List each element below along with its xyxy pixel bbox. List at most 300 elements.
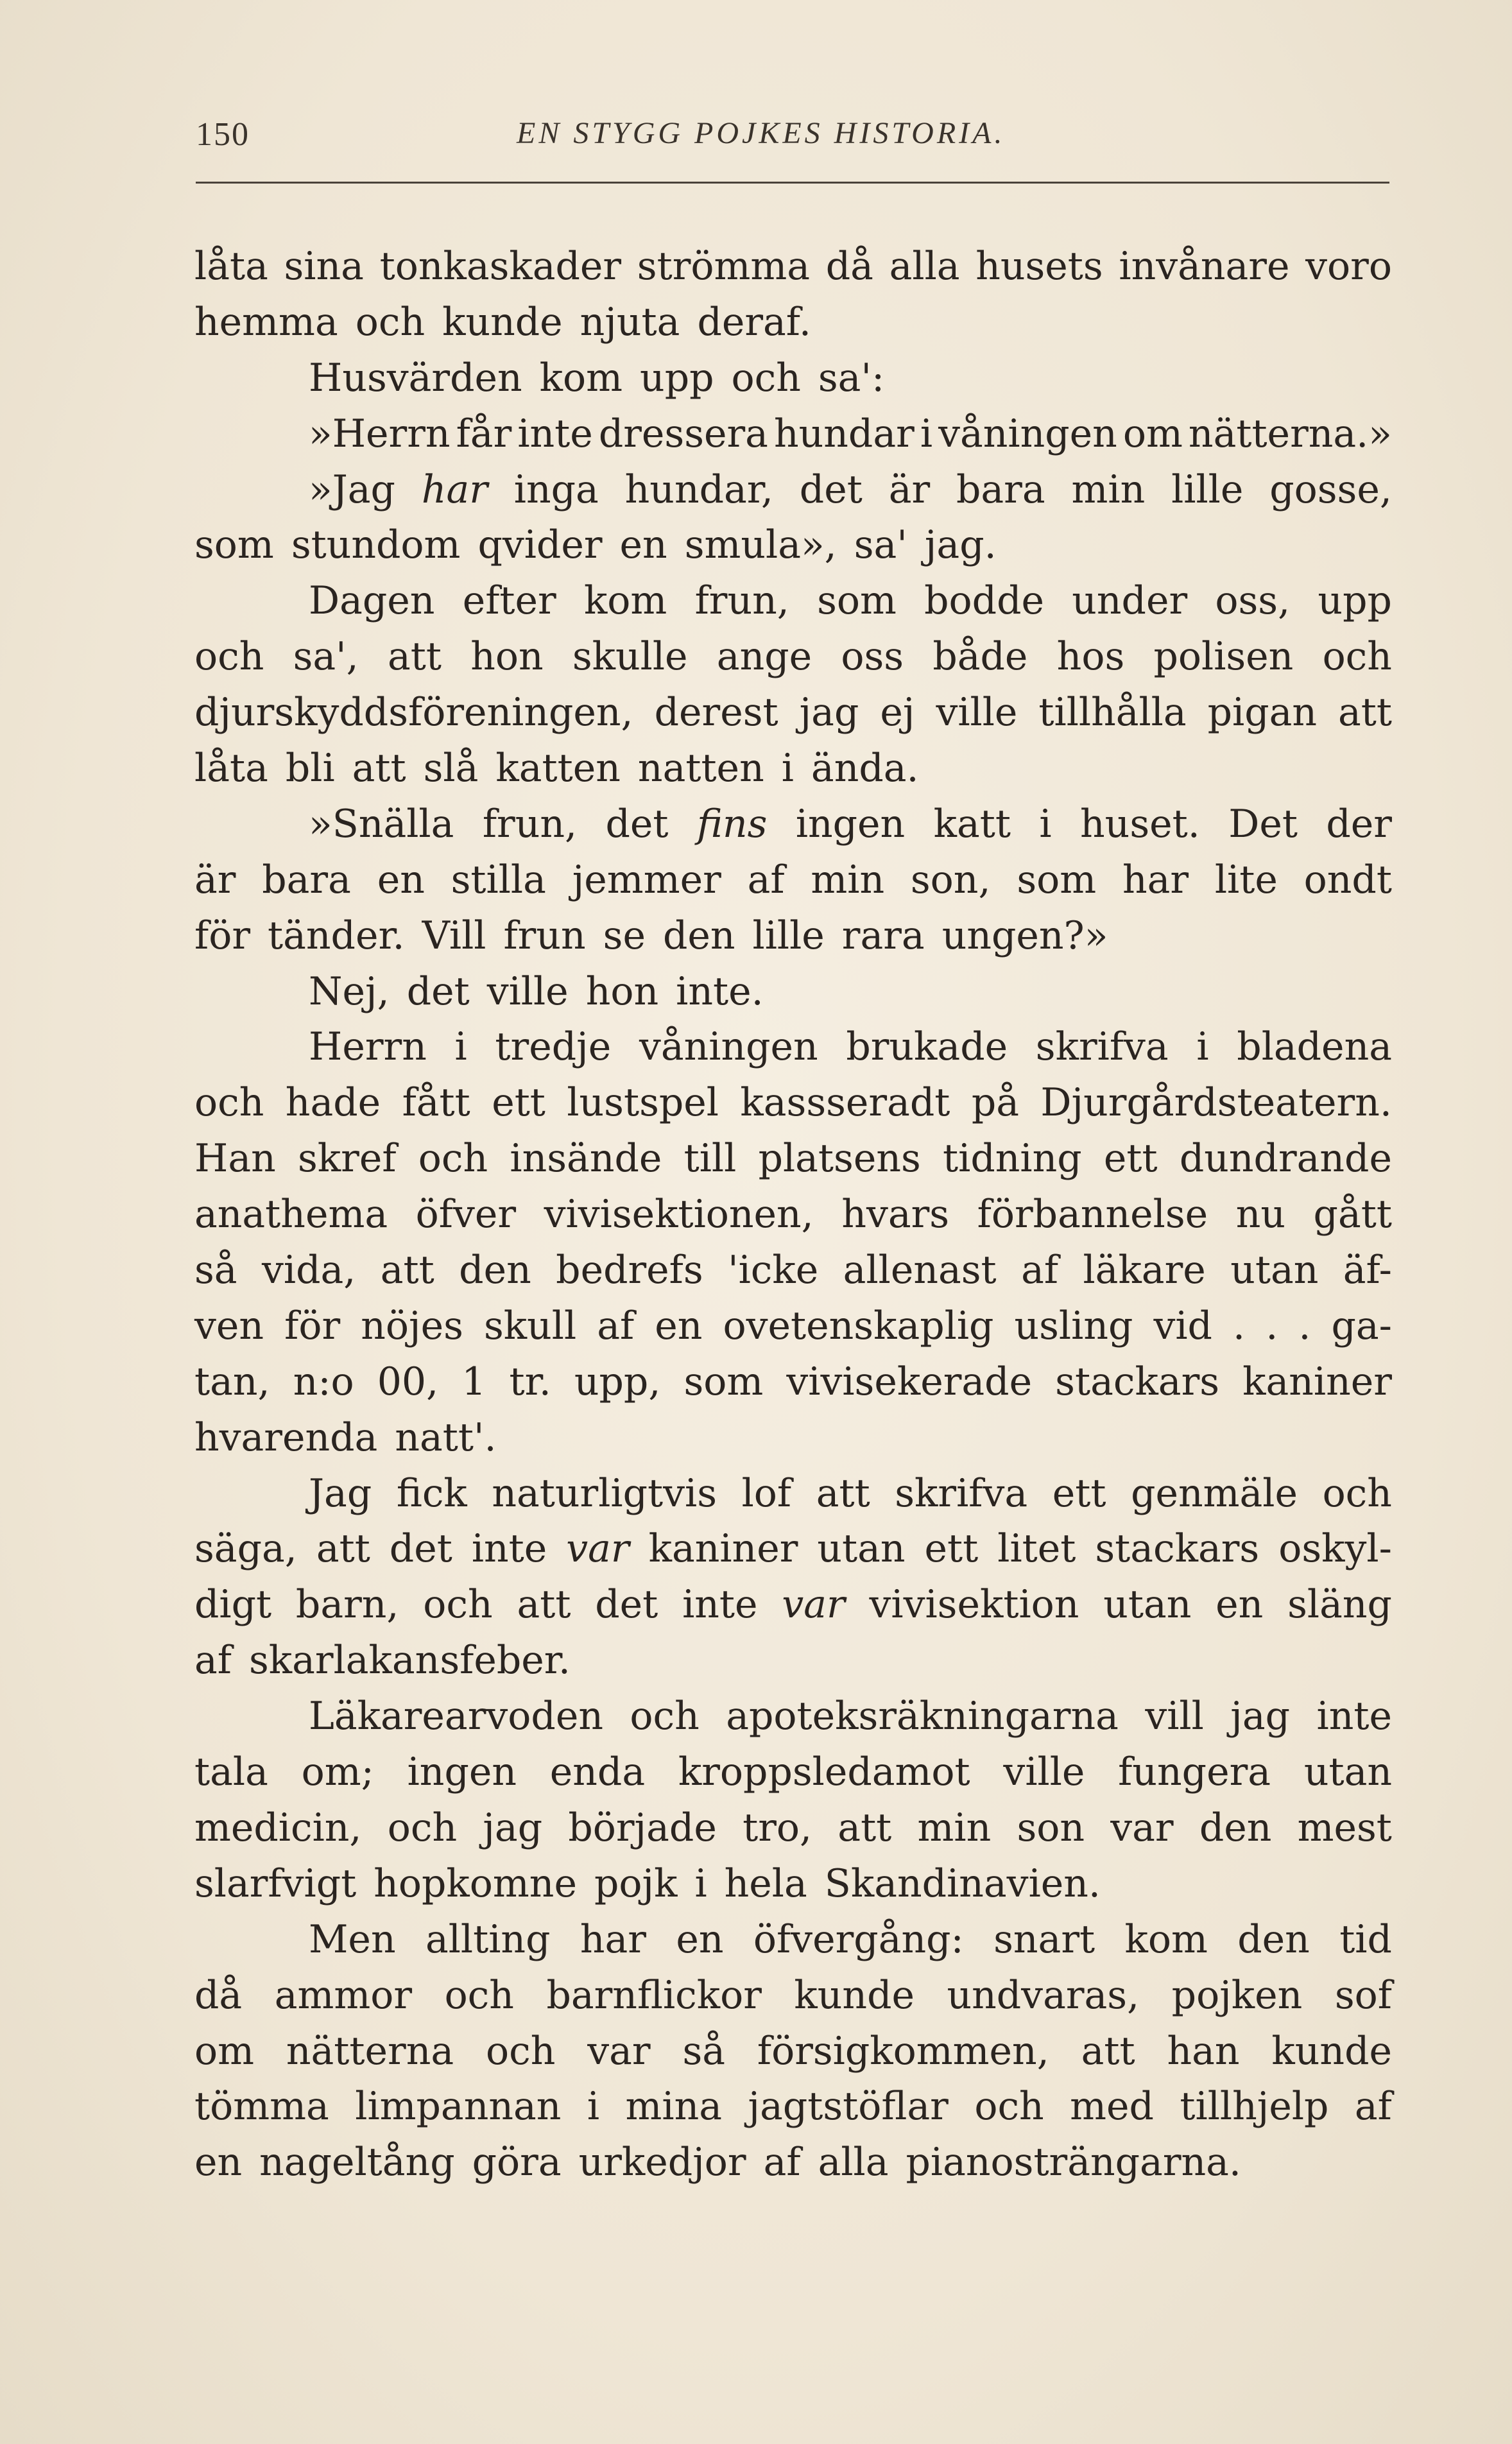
word: inga (513, 467, 599, 512)
word: rara (841, 913, 925, 958)
word: hon (585, 968, 659, 1014)
word: tonkaskader (379, 244, 622, 289)
word: att (1081, 2028, 1135, 2074)
body-text (194, 239, 1392, 2190)
word: ett (924, 1526, 979, 1572)
word: kunde (442, 299, 563, 345)
word: med (1070, 2084, 1154, 2130)
word: att (838, 1805, 892, 1850)
word: den (1199, 1805, 1272, 1850)
page-number: 150 (196, 116, 250, 153)
word: . (1298, 1303, 1311, 1348)
word: »Jag (309, 467, 395, 512)
word: polisen (1153, 634, 1294, 680)
word: och (387, 1805, 458, 1850)
word: om (1122, 411, 1183, 456)
word: det (406, 968, 470, 1014)
word: tid (1339, 1916, 1392, 1962)
text-line (194, 1243, 1392, 1298)
word: ville (486, 968, 569, 1014)
word: brukade (846, 1024, 1008, 1070)
word: mina (625, 2084, 723, 2130)
word: inte (471, 1526, 547, 1572)
word: af (1021, 1248, 1059, 1293)
word: i (587, 2084, 600, 2130)
word: stackars (1055, 1359, 1220, 1404)
word: så (682, 2028, 726, 2074)
word: för (284, 1303, 341, 1348)
word: i (454, 1024, 467, 1070)
word: kaniner (1242, 1359, 1392, 1404)
word: ingen (407, 1750, 517, 1795)
word: jag (483, 1805, 543, 1850)
word: som (683, 1359, 764, 1404)
word: skrifva (1035, 1024, 1169, 1070)
word: om (194, 2028, 255, 2074)
word: sina (284, 244, 364, 289)
word: min (1071, 467, 1146, 512)
word: har (1122, 857, 1189, 902)
word: ingen (795, 801, 906, 847)
word: . (1233, 1303, 1246, 1348)
word: en (676, 1916, 724, 1962)
word: vivisektionen, (544, 1192, 814, 1237)
word: bara (262, 857, 351, 902)
word: apoteksräkningarna (726, 1694, 1119, 1739)
word: vill (1145, 1694, 1204, 1739)
word: kunde (1271, 2028, 1392, 2074)
word: och (486, 2028, 556, 2074)
word: ett (1052, 1470, 1106, 1516)
word: gosse, (1269, 467, 1392, 512)
word: min (917, 1805, 992, 1850)
word: utan (1303, 1750, 1392, 1795)
word: ammor (274, 1972, 413, 2018)
word: pianosträngarna. (906, 2140, 1241, 2185)
text-line (194, 1633, 1392, 1689)
word: af (194, 1638, 232, 1683)
word: upp, (574, 1359, 661, 1404)
word: nätterna (286, 2028, 454, 2074)
word: slarfvigt (194, 1861, 357, 1906)
word: barnflickor (546, 1972, 762, 2018)
text-line (194, 964, 1392, 1020)
word: och (1322, 634, 1392, 680)
text-line (194, 1800, 1392, 1856)
word: skarlakansfeber. (248, 1638, 571, 1683)
word: smula», (684, 522, 837, 568)
word: hvars (841, 1192, 950, 1237)
word: i (1039, 801, 1052, 847)
word: nöjes (361, 1303, 463, 1348)
word: lof (741, 1470, 792, 1516)
word: var (587, 2028, 651, 2074)
word: lille (752, 913, 825, 958)
word: den (662, 913, 735, 958)
word: alla (889, 244, 960, 289)
word: lustspel (567, 1080, 719, 1126)
word: stundom (291, 522, 461, 568)
word: kroppsledamot (678, 1750, 970, 1795)
word: digt (194, 1582, 272, 1628)
word: då (825, 244, 873, 289)
word: efter (462, 578, 556, 624)
word: tala (194, 1750, 268, 1795)
word: ända. (811, 746, 919, 791)
word: på (971, 1080, 1019, 1126)
word: frun, (694, 578, 789, 624)
word: njuta (580, 299, 680, 345)
word: hvarenda (194, 1415, 378, 1460)
word: min (811, 857, 885, 902)
word: sa': (818, 355, 885, 400)
word: ungen?» (941, 913, 1108, 958)
word: skull (483, 1303, 577, 1348)
text-line (194, 239, 1392, 295)
text-line (194, 908, 1392, 964)
word: voro (1305, 244, 1392, 289)
text-line (194, 1410, 1392, 1466)
emphasized-word: har (421, 467, 488, 512)
emphasized-word: var (782, 1582, 845, 1628)
word: upp (1318, 578, 1392, 624)
word: i (781, 746, 794, 791)
word: ett (1103, 1136, 1158, 1182)
word: ett (492, 1080, 546, 1126)
word: vivisektion (869, 1582, 1079, 1628)
emphasized-word: var (566, 1526, 630, 1572)
word: är (194, 857, 236, 902)
word: insände (510, 1136, 662, 1182)
word: inte. (676, 968, 764, 1014)
word: hundar, (624, 467, 773, 512)
word: af (763, 2140, 801, 2185)
emphasized-word: fins (696, 801, 768, 847)
word: genmäle (1131, 1470, 1298, 1516)
word: fick (396, 1470, 467, 1516)
word: djurskyddsföreningen, (194, 690, 633, 736)
word: ga- (1331, 1303, 1392, 1348)
text-line (194, 1577, 1392, 1633)
word: oss (841, 634, 904, 680)
word: utan (1103, 1582, 1192, 1628)
word: natt'. (395, 1415, 497, 1460)
word: hos (1056, 634, 1125, 680)
text-line (194, 1856, 1392, 1912)
word: våningen (938, 411, 1117, 456)
word: tidning (943, 1136, 1082, 1182)
word: förbannelse (977, 1192, 1208, 1237)
word: tan, (194, 1359, 270, 1404)
word: sa', (293, 634, 359, 680)
word: ondt (1303, 857, 1392, 902)
word: vivisekerade (786, 1359, 1033, 1404)
word: nageltång (259, 2140, 455, 2185)
word: gått (1313, 1192, 1392, 1237)
word: försigkommen, (757, 2028, 1049, 2074)
word: under (1072, 578, 1188, 624)
word: om; (301, 1750, 374, 1795)
word: ven (194, 1303, 264, 1348)
word: var (1110, 1805, 1174, 1850)
word: och (731, 355, 801, 400)
word: barn, (295, 1582, 399, 1628)
text-line (194, 1075, 1392, 1131)
word: kom (539, 355, 623, 400)
word: hela (724, 1861, 807, 1906)
word: slå (423, 746, 479, 791)
word: Vill (422, 913, 486, 958)
word: oss, (1215, 578, 1291, 624)
word: som (1017, 857, 1097, 902)
word: sof (1334, 1972, 1392, 2018)
word: snart (993, 1916, 1095, 1962)
word: son (1017, 1805, 1085, 1850)
word: att (380, 1248, 434, 1293)
word: Herrn (309, 1024, 427, 1070)
word: en (655, 1303, 703, 1348)
word: bedrefs (556, 1248, 703, 1293)
word: våningen (639, 1024, 818, 1070)
text-line (194, 2135, 1392, 2190)
word: jagtstöflar (748, 2084, 949, 2130)
word: i (1196, 1024, 1209, 1070)
word: kom (1124, 1916, 1208, 1962)
word: nätterna.» (1188, 411, 1392, 456)
word: ej (880, 690, 915, 736)
word: ville (936, 690, 1018, 736)
word: vida, (261, 1248, 356, 1293)
word: Husvärden (309, 355, 522, 400)
word: ovetenskaplig (723, 1303, 994, 1348)
word: sa' (854, 522, 907, 568)
word: jag. (924, 522, 997, 568)
word: för (194, 913, 251, 958)
word: får (456, 411, 512, 456)
word: låta (194, 244, 268, 289)
word: ange (716, 634, 812, 680)
word: att (352, 746, 406, 791)
word: kassseradt (740, 1080, 950, 1126)
text-line (194, 1744, 1392, 1800)
word: en (619, 522, 667, 568)
page-header (196, 109, 1389, 160)
text-line (194, 1298, 1392, 1354)
word: mest (1297, 1805, 1392, 1850)
word: började (568, 1805, 717, 1850)
word: enda (549, 1750, 646, 1795)
word: och (444, 1972, 514, 2018)
word: både (932, 634, 1028, 680)
text-line (194, 1354, 1392, 1410)
word: Jag (309, 1470, 372, 1516)
word: n:o (293, 1359, 354, 1404)
word: bodde (924, 578, 1044, 624)
word: Läkarearvoden (309, 1694, 603, 1739)
word: pojk (594, 1861, 678, 1906)
word: qvider (477, 522, 603, 568)
word: Skandinavien. (824, 1861, 1101, 1906)
word: tömma (194, 2084, 329, 2130)
word: hemma (194, 299, 338, 345)
word: hon (470, 634, 544, 680)
word: Han (194, 1136, 276, 1182)
word: Dagen (309, 578, 435, 624)
word: allenast (843, 1248, 997, 1293)
word: och (423, 1582, 493, 1628)
word: att (387, 634, 442, 680)
word: jag (799, 690, 859, 736)
text-line (194, 1689, 1392, 1744)
word: strömma (637, 244, 811, 289)
text-line (194, 462, 1392, 518)
text-line (194, 1521, 1392, 1577)
word: bladena (1237, 1024, 1392, 1070)
word: alla (818, 2140, 889, 2185)
word: derest (654, 690, 778, 736)
word: medicin, (194, 1805, 362, 1850)
word: inte (1316, 1694, 1392, 1739)
word: och (418, 1136, 488, 1182)
word: hade (285, 1080, 381, 1126)
word: låta (194, 746, 268, 791)
word: se (603, 913, 646, 958)
word: att (517, 1582, 571, 1628)
word: husets (975, 244, 1103, 289)
word: läkare (1083, 1248, 1206, 1293)
word: huset. (1080, 801, 1200, 847)
word: den (1237, 1916, 1310, 1962)
word: tänder. (268, 913, 405, 958)
word: och (974, 2084, 1044, 2130)
word: litet (997, 1526, 1076, 1572)
word: platsens (758, 1136, 921, 1182)
word: dressera (598, 411, 768, 456)
word: 'icke (728, 1248, 819, 1293)
text-line (194, 1466, 1392, 1522)
word: och (194, 634, 264, 680)
word: frun, (482, 801, 578, 847)
text-line (194, 741, 1392, 796)
word: tillhålla (1038, 690, 1187, 736)
word: fått (402, 1080, 470, 1126)
word: att (816, 1470, 870, 1516)
word: skrifva (895, 1470, 1028, 1516)
word: en (377, 857, 425, 902)
word: han (1167, 2028, 1240, 2074)
word: limpannan (355, 2084, 562, 2130)
word: »Herrn (309, 411, 451, 456)
word: frun (503, 913, 586, 958)
word: stilla (451, 857, 546, 902)
text-line (194, 852, 1392, 908)
word: 00, (377, 1359, 439, 1404)
word: katt (933, 801, 1011, 847)
word: der (1326, 801, 1392, 847)
word: det (799, 467, 863, 512)
text-line (194, 517, 1392, 573)
word: upp (640, 355, 714, 400)
header-rule (196, 182, 1389, 184)
word: bara (956, 467, 1045, 512)
word: öfvergång: (753, 1916, 964, 1962)
word: lille (1171, 467, 1244, 512)
word: och (630, 1694, 700, 1739)
word: natten (637, 746, 764, 791)
word: det (605, 801, 669, 847)
word: af (1354, 2084, 1392, 2130)
word: pojken (1171, 1972, 1303, 2018)
text-line (194, 685, 1392, 741)
word: kaniner (648, 1526, 798, 1572)
word: vid (1153, 1303, 1212, 1348)
word: Men (309, 1916, 396, 1962)
word: anathema (194, 1192, 388, 1237)
word: då (194, 1972, 243, 2018)
word: jemmer (572, 857, 721, 902)
word: utan (1230, 1248, 1319, 1293)
word: det (595, 1582, 658, 1628)
text-line (194, 573, 1392, 629)
word: allting (425, 1916, 551, 1962)
word: urkedjor (578, 2140, 746, 2185)
text-line (194, 350, 1392, 406)
word: hundar (774, 411, 915, 456)
word: »Snälla (309, 801, 454, 847)
word: undvaras, (947, 1972, 1140, 2018)
text-line (194, 629, 1392, 685)
text-line (194, 1019, 1392, 1075)
word: katten (495, 746, 621, 791)
word: . (1266, 1303, 1278, 1348)
word: utan (817, 1526, 906, 1572)
word: att (1338, 690, 1392, 736)
running-title: EN STYGG POJKES HISTORIA. (517, 116, 1006, 150)
word: invånare (1119, 244, 1290, 289)
word: att (316, 1526, 370, 1572)
word: bli (285, 746, 335, 791)
word: dundrande (1179, 1136, 1392, 1182)
word: af (747, 857, 785, 902)
word: Det (1228, 801, 1298, 847)
word: Nej, (309, 968, 390, 1014)
word: fungera (1118, 1750, 1271, 1795)
word: kom (583, 578, 667, 624)
word: i (920, 411, 933, 456)
word: ville (1003, 1750, 1085, 1795)
word: som (817, 578, 897, 624)
word: och (355, 299, 425, 345)
word: skref (298, 1136, 397, 1182)
word: är (888, 467, 931, 512)
word: som (194, 522, 274, 568)
word: inte (682, 1582, 758, 1628)
word: jag (1230, 1694, 1291, 1739)
word: oskyl- (1278, 1526, 1392, 1572)
word: släng (1287, 1582, 1392, 1628)
text-line (194, 2079, 1392, 2135)
word: 1 (461, 1359, 486, 1404)
word: öfver (415, 1192, 517, 1237)
word: den (459, 1248, 531, 1293)
word: inte (517, 411, 593, 456)
word: son, (910, 857, 991, 902)
word: naturligtvis (492, 1470, 717, 1516)
word: nu (1235, 1192, 1285, 1237)
text-line (194, 1968, 1392, 2024)
word: lite (1214, 857, 1278, 902)
word: och (1322, 1470, 1392, 1516)
